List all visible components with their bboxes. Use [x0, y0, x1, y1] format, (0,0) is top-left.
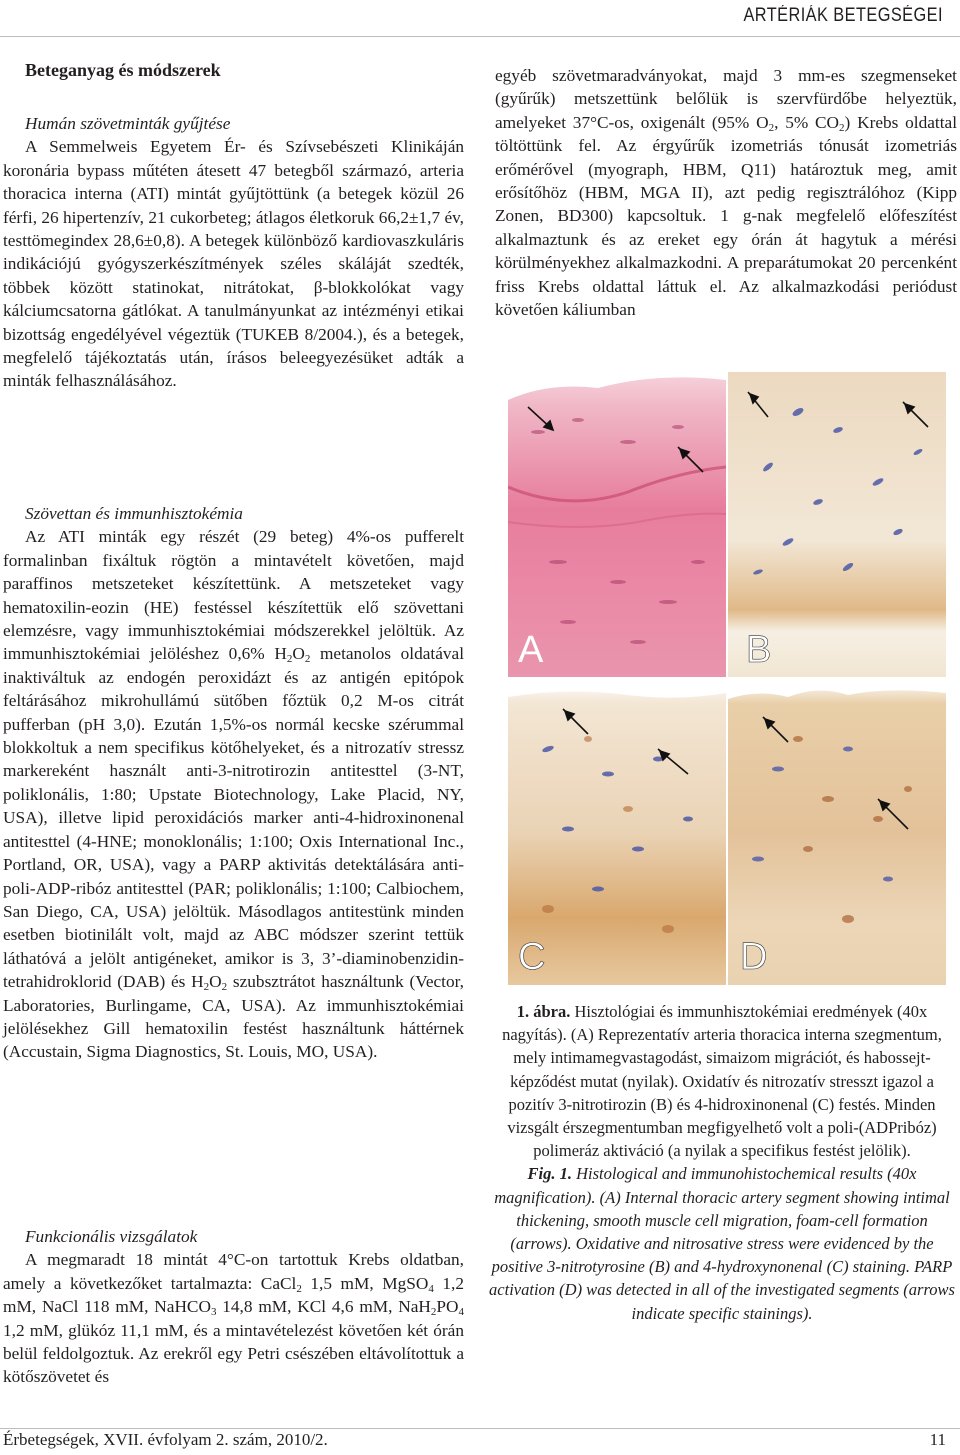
subheading-histology: Szövettan és immunhisztokémia: [25, 504, 243, 523]
paragraph-histology: [3, 525, 464, 1063]
paragraph-functional: [3, 1248, 464, 1388]
left-section-histology: [3, 502, 464, 1064]
page-number: 11: [929, 1430, 946, 1449]
left-section-samples: [3, 112, 464, 393]
figure-histology-panels: [508, 372, 946, 985]
functional-text-4: 14,8 mM, KCl 4,6 mM, NaH: [216, 1297, 431, 1317]
subscript: 2: [203, 981, 210, 994]
subscript: 2: [839, 121, 845, 134]
subscript: 2: [430, 1306, 437, 1319]
subscript: 2: [296, 1282, 302, 1295]
journal-citation: Érbetegségek, XVII. évfolyam 2. szám, 2010/2.: [3, 1430, 328, 1449]
organ-bath-text-3: ) Krebs oldattal töltöttünk fel. Az érgyűrűk izometriás tónusát izometriás erőmérővel (myograph, HBM, Q11) határoztuk meg, amit erősítőhöz (HBM, MGA II), azt pedig regisztrálóhoz (Kipp Zonen, BD300) kapcsoltuk. 1 g-nak megfelelő előfeszítést alkalmaztunk és az ereket egy órán át hagytuk a mérési körülményekhez alkalmazkodni. A preparátumokat 20 percenként friss Krebs oldattal láttuk el. Az alkalmazkodási periódust követően káliumban: [495, 112, 957, 320]
caption-text-en: Histological and immunohistochemical results (40x magnification). (A) Internal thoracic artery segment showing intimal thickening, smooth muscle cell migration, foam-cell formation (arrows). Oxidative and nitrosative stress were evidenced by the positive 3-nitrotyrosine (B) and 4-hydroxynonenal (C) staining. PARP activation (D) was detected in all of the investigated segments (arrows indicate specific stainings).: [489, 1164, 955, 1323]
panel-label-d: D: [740, 936, 768, 978]
figure-caption: [487, 1000, 957, 1325]
caption-hungarian: [487, 1000, 957, 1162]
paragraph-organ-bath: [495, 64, 957, 321]
footer-rule: [0, 1428, 960, 1429]
panel-label-b: B: [746, 629, 772, 671]
paragraph-samples: A Semmelweis Egyetem Ér- és Szívsebészeti Klinikáján koronária bypass műtéten átesett 47 betegből származó, arteria thoracica interna (ATI) mintát gyűjtöttünk (a betegek közül 26 férfi, 26 hipertenzív, 21 cukorbeteg; átlagos életkoruk 66,2±1,7 év, testtömegindex 28,6±0,8). A betegek különböző kardiovaszkuláris indikációjú gyógyszerkészítmények széles skáláját szedték, többek között statinokat, nitrátokat, β-blokkolókat vagy kálciumcsatorna gátlókat. A tanulmányunkat az intézményi etikai bizottság engedélyével végeztük (TUKEB 8/2004.), és a betegek, megfelelő tájékoztatás után, írásos beleegyezésüket adták a minták felhasználásához.: [3, 137, 464, 391]
caption-label-en: Fig. 1.: [527, 1164, 572, 1184]
subscript: 2: [304, 653, 311, 666]
left-section-functional: [3, 1225, 464, 1389]
section-heading: Beteganyag és módszerek: [25, 60, 221, 80]
panel-b-3nt-stain: [728, 372, 946, 677]
subheading-sample-collection: Humán szövetminták gyűjtése: [25, 114, 231, 133]
histology-text-2: metanolos oldatával inaktiváltuk az endogén peroxidázt és az antigén epitópok feltárásához mikrohullámú sütőben főztük 0,2 M-os citrát pufferban (pH 3,0). Ezután 1,5%-os normál kecske szérummal blokkoltuk a nem specifikus kötőhelyeket, és a nitrozatív stressz markereként használt anti-3-nitrotirozin antitesttel (3-NT, poliklonális, 1:80; Upstate Biotechnology, Lake Placid, NY, USA), illetve lipid peroxidációs marker anti-4-hidroxinonenal antitesttel (4-HNE; monoklonális; 1:100; Oxis International Inc., Portland, OR, USA), vagy a PARP aktivitás detektálására anti-poli-ADP-ribóz antitesttel (PAR; poliklonális; 1:100; Calbiochem, San Diego, CA, USA) jelöltük. Másodlagos antitestünk minden esetben biotinilált volt, majd az ABC módszer szerint tettük láthatóvá a jelölt antigéneket, amikor is 3, 3’-diaminobenzidin-tetrahidroklorid (DAB) és H: [3, 644, 464, 992]
panel-a-he-stain: [508, 372, 726, 677]
subheading-functional: Funkcionális vizsgálatok: [25, 1227, 198, 1246]
caption-english: [487, 1162, 957, 1324]
caption-text-hu: Hisztológiai és immunhisztokémiai eredmények (40x nagyítás). (A) Reprezentatív arteria thoracica interna szegmentum, mely intimamegvastagodást, simaizom migrációt, és habossejt-képződést mutat (nyilak). Oxidatív és nitrozatív stresszt igazol a pozitív 3-nitrotirozin (B) és 4-hidroxinonenal (C) festés. Minden vizsgált érszegmentumban megfigyelhető volt a poli-(ADPribóz) polimeráz aktiváció (a nyilak a specifikus festést jelölik).: [502, 1002, 942, 1161]
functional-text-2: 1,5 mM, MgSO: [301, 1273, 429, 1293]
histology-text-3: szubsztrátot használtunk (Vector, Laboratories, Burlingame, CA, USA). Az immunhisztokémiai jelölésekhez Gill hematoxilin festést használtunk háttérnek (Accustain, Sigma Diagnostics, St. Louis, MO, USA).: [3, 972, 464, 1062]
functional-text-3: 1,2 mM, NaCl 118 mM, NaHCO: [3, 1273, 464, 1317]
subscript: 2: [768, 121, 775, 134]
right-column-text: [495, 64, 957, 321]
functional-text-1: A megmaradt 18 mintát 4°C-on tartottuk Krebs oldatban, amely a következőket tartalmazta: CaCl: [3, 1250, 464, 1293]
histology-text-1: Az ATI minták egy részét (29 beteg) 4%-os pufferelt formalinban fixáltuk rögtön a mintavételt követően, majd paraffinos metszeteket készítettünk. A metszeteket vagy hematoxilin-eozin (HE) festéssel készítettük elő szövettani elemzésre, vagy immunhisztokémiai módszerekkel jelöltük. Az immunhisztokémiai jelöléshez 0,6% H: [3, 527, 464, 664]
header-rule: [0, 36, 960, 37]
panel-c-4hne-stain: [508, 679, 726, 985]
panel-label-c: C: [518, 936, 546, 978]
subscript: 4: [458, 1306, 464, 1319]
phosphate-symbol: PO: [436, 1297, 459, 1317]
caption-label-hu: 1. ábra.: [516, 1002, 571, 1021]
subscript: 2: [221, 981, 228, 994]
running-head: ARTÉRIÁK BETEGSÉGEI: [743, 5, 943, 26]
panel-d-par-stain: [728, 679, 946, 985]
oxygen-symbol: O: [292, 644, 305, 664]
organ-bath-text-1: egyéb szövetmaradványokat, majd 3 mm-es szegmenseket (gyűrűk) metszettünk belőlük is szervfürdőbe helyeztük, amelyeket 37°C-os, oxigenált (95% O: [495, 66, 957, 132]
oxygen-symbol: O: [209, 972, 222, 992]
functional-text-5: 1,2 mM, glükóz 11,1 mM, és a mintavételezést követően két órán belül feldolgoztuk. Az erekről egy Petri csészében eltávolítottuk a kötőszövetet és: [3, 1320, 464, 1387]
panel-label-a: A: [518, 629, 544, 671]
subscript: 3: [210, 1306, 217, 1319]
subscript: 2: [286, 653, 293, 666]
subscript: 4: [428, 1282, 434, 1295]
organ-bath-text-2: , 5% CO: [774, 112, 840, 132]
